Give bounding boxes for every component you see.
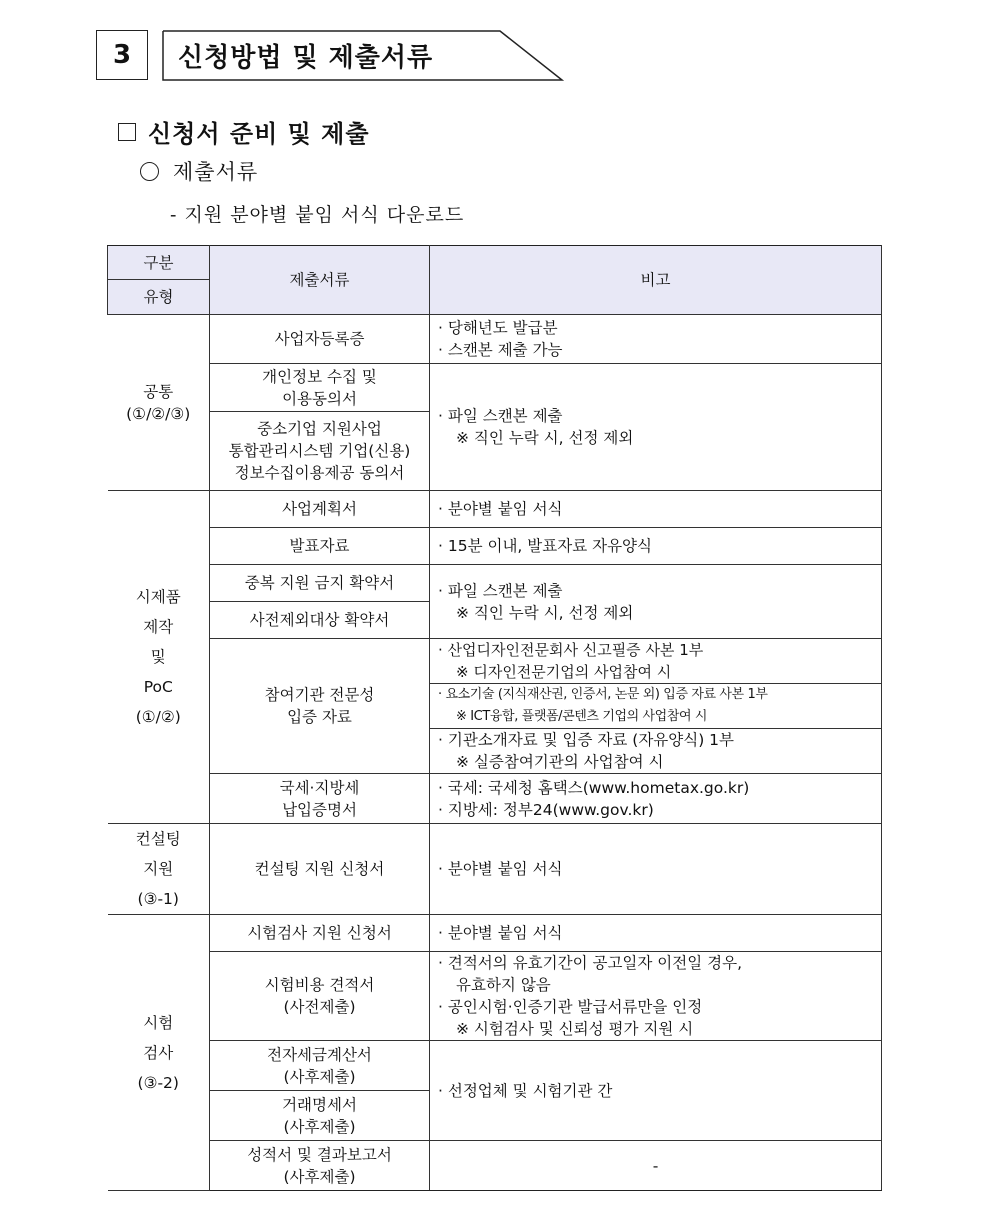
- document-cell: [210, 565, 430, 602]
- document-cell: [210, 364, 430, 412]
- heading-documents: [140, 156, 258, 186]
- remark-cell: [430, 915, 882, 952]
- document-line: 정보수집이용제공 동의서: [234, 464, 405, 482]
- header-documents: 제출서류: [210, 246, 430, 315]
- table-row: [108, 639, 882, 684]
- category-line: PoC: [143, 678, 173, 696]
- remark-subnote: ※ 디자인전문기업의 사업참여 시: [456, 663, 672, 681]
- document-line: 납입증명서: [282, 800, 357, 819]
- category-line: 제작: [143, 618, 174, 636]
- table-row: [108, 915, 882, 952]
- checkbox-square-icon: [118, 123, 136, 141]
- section-title: 신청방법 및 제출서류: [178, 42, 434, 73]
- document-line: 사업계획서: [282, 500, 357, 518]
- document-line: 시험검사 지원 신청서: [247, 924, 392, 942]
- document-line: (사전제출): [283, 998, 356, 1016]
- document-cell: [210, 1041, 430, 1091]
- document-line: 전자세금계산서: [267, 1045, 372, 1064]
- document-cell: [210, 774, 430, 824]
- remark-line: · 스캔본 제출 가능: [438, 341, 563, 359]
- remark-cell: [430, 364, 882, 491]
- remark-cell: [430, 774, 882, 824]
- document-line: 성적서 및 결과보고서: [247, 1145, 392, 1164]
- document-cell: [210, 528, 430, 565]
- remark-cell: [430, 684, 882, 729]
- remark-line: · 분야별 붙임 서식: [438, 860, 563, 878]
- heading2-text: 제출서류: [173, 160, 259, 184]
- remark-cell: [430, 824, 882, 915]
- category-cell: [108, 915, 210, 1191]
- document-line: 참여기관 전문성: [264, 686, 375, 704]
- remark-cell: [430, 639, 882, 684]
- remark-cell: [430, 491, 882, 528]
- remark-subnote: 유효하지 않음: [456, 976, 551, 994]
- remark-line: -: [652, 1156, 659, 1175]
- category-line: 공통: [143, 382, 174, 401]
- category-line: 컨설팅: [135, 830, 181, 848]
- table-row: [108, 1141, 882, 1191]
- remark-line: · 지방세: 정부24(www.gov.kr): [438, 800, 654, 819]
- remark-subnote: ※ ICT융합, 플랫폼/콘텐츠 기업의 사업참여 시: [456, 709, 708, 724]
- header-category-bottom: 유형: [108, 280, 210, 315]
- document-line: 중소기업 지원사업: [257, 420, 382, 438]
- remark-subnote: ※ 시험검사 및 신뢰성 평가 지원 시: [456, 1020, 694, 1038]
- table-row: [108, 491, 882, 528]
- remark-line: · 15분 이내, 발표자료 자유양식: [438, 537, 652, 555]
- remark-cell: [430, 565, 882, 639]
- remark-cell: [430, 1141, 882, 1191]
- remark-cell: [430, 952, 882, 1041]
- remark-line: · 당해년도 발급분: [438, 319, 558, 337]
- remark-cell: [430, 729, 882, 774]
- document-cell: [210, 491, 430, 528]
- document-cell: [210, 639, 430, 774]
- remark-line: · 공인시험·인증기관 발급서류만을 인정: [438, 998, 703, 1016]
- remark-cell: [430, 528, 882, 565]
- category-cell: [108, 491, 210, 824]
- category-cell: [108, 315, 210, 491]
- document-line: 사업자등록증: [274, 330, 365, 348]
- document-cell: [210, 952, 430, 1041]
- table-row: [108, 1041, 882, 1091]
- header-remarks: 비고: [430, 246, 882, 315]
- remark-line: · 파일 스캔본 제출: [438, 407, 563, 425]
- circle-bullet-icon: [140, 162, 159, 181]
- category-cell: [108, 824, 210, 915]
- document-cell: [210, 412, 430, 491]
- section-number: 3: [96, 30, 148, 80]
- table-row: [108, 774, 882, 824]
- document-cell: [210, 1091, 430, 1141]
- remark-cell: [430, 1041, 882, 1141]
- header-category-top: 구분: [108, 246, 210, 280]
- remark-line: · 요소기술 (지식재산권, 인증서, 논문 외) 입증 자료 사본 1부: [438, 687, 768, 702]
- remark-line: · 분야별 붙임 서식: [438, 500, 563, 518]
- category-line: 시제품: [135, 588, 181, 606]
- document-line: 이용동의서: [282, 389, 357, 408]
- remark-line: · 선정업체 및 시험기관 간: [438, 1081, 613, 1100]
- document-line: 개인정보 수집 및: [262, 367, 377, 386]
- document-line: 국세·지방세: [279, 778, 360, 797]
- document-cell: [210, 824, 430, 915]
- table-row: [108, 824, 882, 915]
- document-line: 발표자료: [289, 537, 350, 555]
- category-line: (③-2): [137, 1073, 179, 1092]
- document-line: 시험비용 견적서: [264, 976, 375, 994]
- document-line: (사후제출): [283, 1067, 356, 1086]
- table-row: [108, 952, 882, 1041]
- remark-cell: [430, 315, 882, 364]
- document-line: 중복 지원 금지 확약서: [244, 574, 395, 592]
- category-line: 시험: [143, 1013, 174, 1032]
- remark-line: · 파일 스캔본 제출: [438, 581, 563, 600]
- document-cell: [210, 915, 430, 952]
- document-line: (사후제출): [283, 1117, 356, 1136]
- category-line: 및: [150, 648, 166, 666]
- remark-line: · 분야별 붙임 서식: [438, 924, 563, 942]
- category-line: 지원: [143, 860, 174, 878]
- heading1-text: 신청서 준비 및 제출: [148, 120, 370, 148]
- documents-table: [107, 245, 882, 1191]
- category-line: 검사: [143, 1043, 174, 1062]
- remark-line: · 산업디자인전문회사 신고필증 사본 1부: [438, 641, 704, 659]
- heading-download-note: - 지원 분야별 붙임 서식 다운로드: [170, 204, 465, 226]
- heading-prepare-submit: [118, 114, 370, 149]
- document-line: 컨설팅 지원 신청서: [254, 860, 385, 878]
- document-cell: [210, 602, 430, 639]
- remark-line: · 기관소개자료 및 입증 자료 (자유양식) 1부: [438, 731, 735, 749]
- category-line: (③-1): [137, 890, 179, 908]
- document-line: 거래명세서: [282, 1095, 357, 1114]
- section-title-box: [162, 30, 564, 82]
- document-cell: [210, 315, 430, 364]
- document-line: 입증 자료: [287, 708, 352, 726]
- remark-subnote: ※ 실증참여기관의 사업참여 시: [456, 753, 664, 771]
- category-line: (①/②/③): [126, 404, 191, 423]
- remark-subnote: ※ 직인 누락 시, 선정 제외: [456, 429, 634, 447]
- table-row: [108, 528, 882, 565]
- remark-subnote: ※ 직인 누락 시, 선정 제외: [456, 603, 634, 622]
- document-line: 사전제외대상 확약서: [249, 611, 390, 629]
- category-line: (①/②): [135, 708, 181, 726]
- document-line: (사후제출): [283, 1167, 356, 1186]
- remark-line: · 국세: 국세청 홈택스(www.hometax.go.kr): [438, 778, 750, 797]
- table-row: [108, 364, 882, 412]
- document-line: 통합관리시스템 기업(신용): [228, 442, 411, 460]
- table-row: [108, 565, 882, 602]
- remark-line: · 견적서의 유효기간이 공고일자 이전일 경우,: [438, 954, 743, 972]
- document-cell: [210, 1141, 430, 1191]
- table-row: [108, 315, 882, 364]
